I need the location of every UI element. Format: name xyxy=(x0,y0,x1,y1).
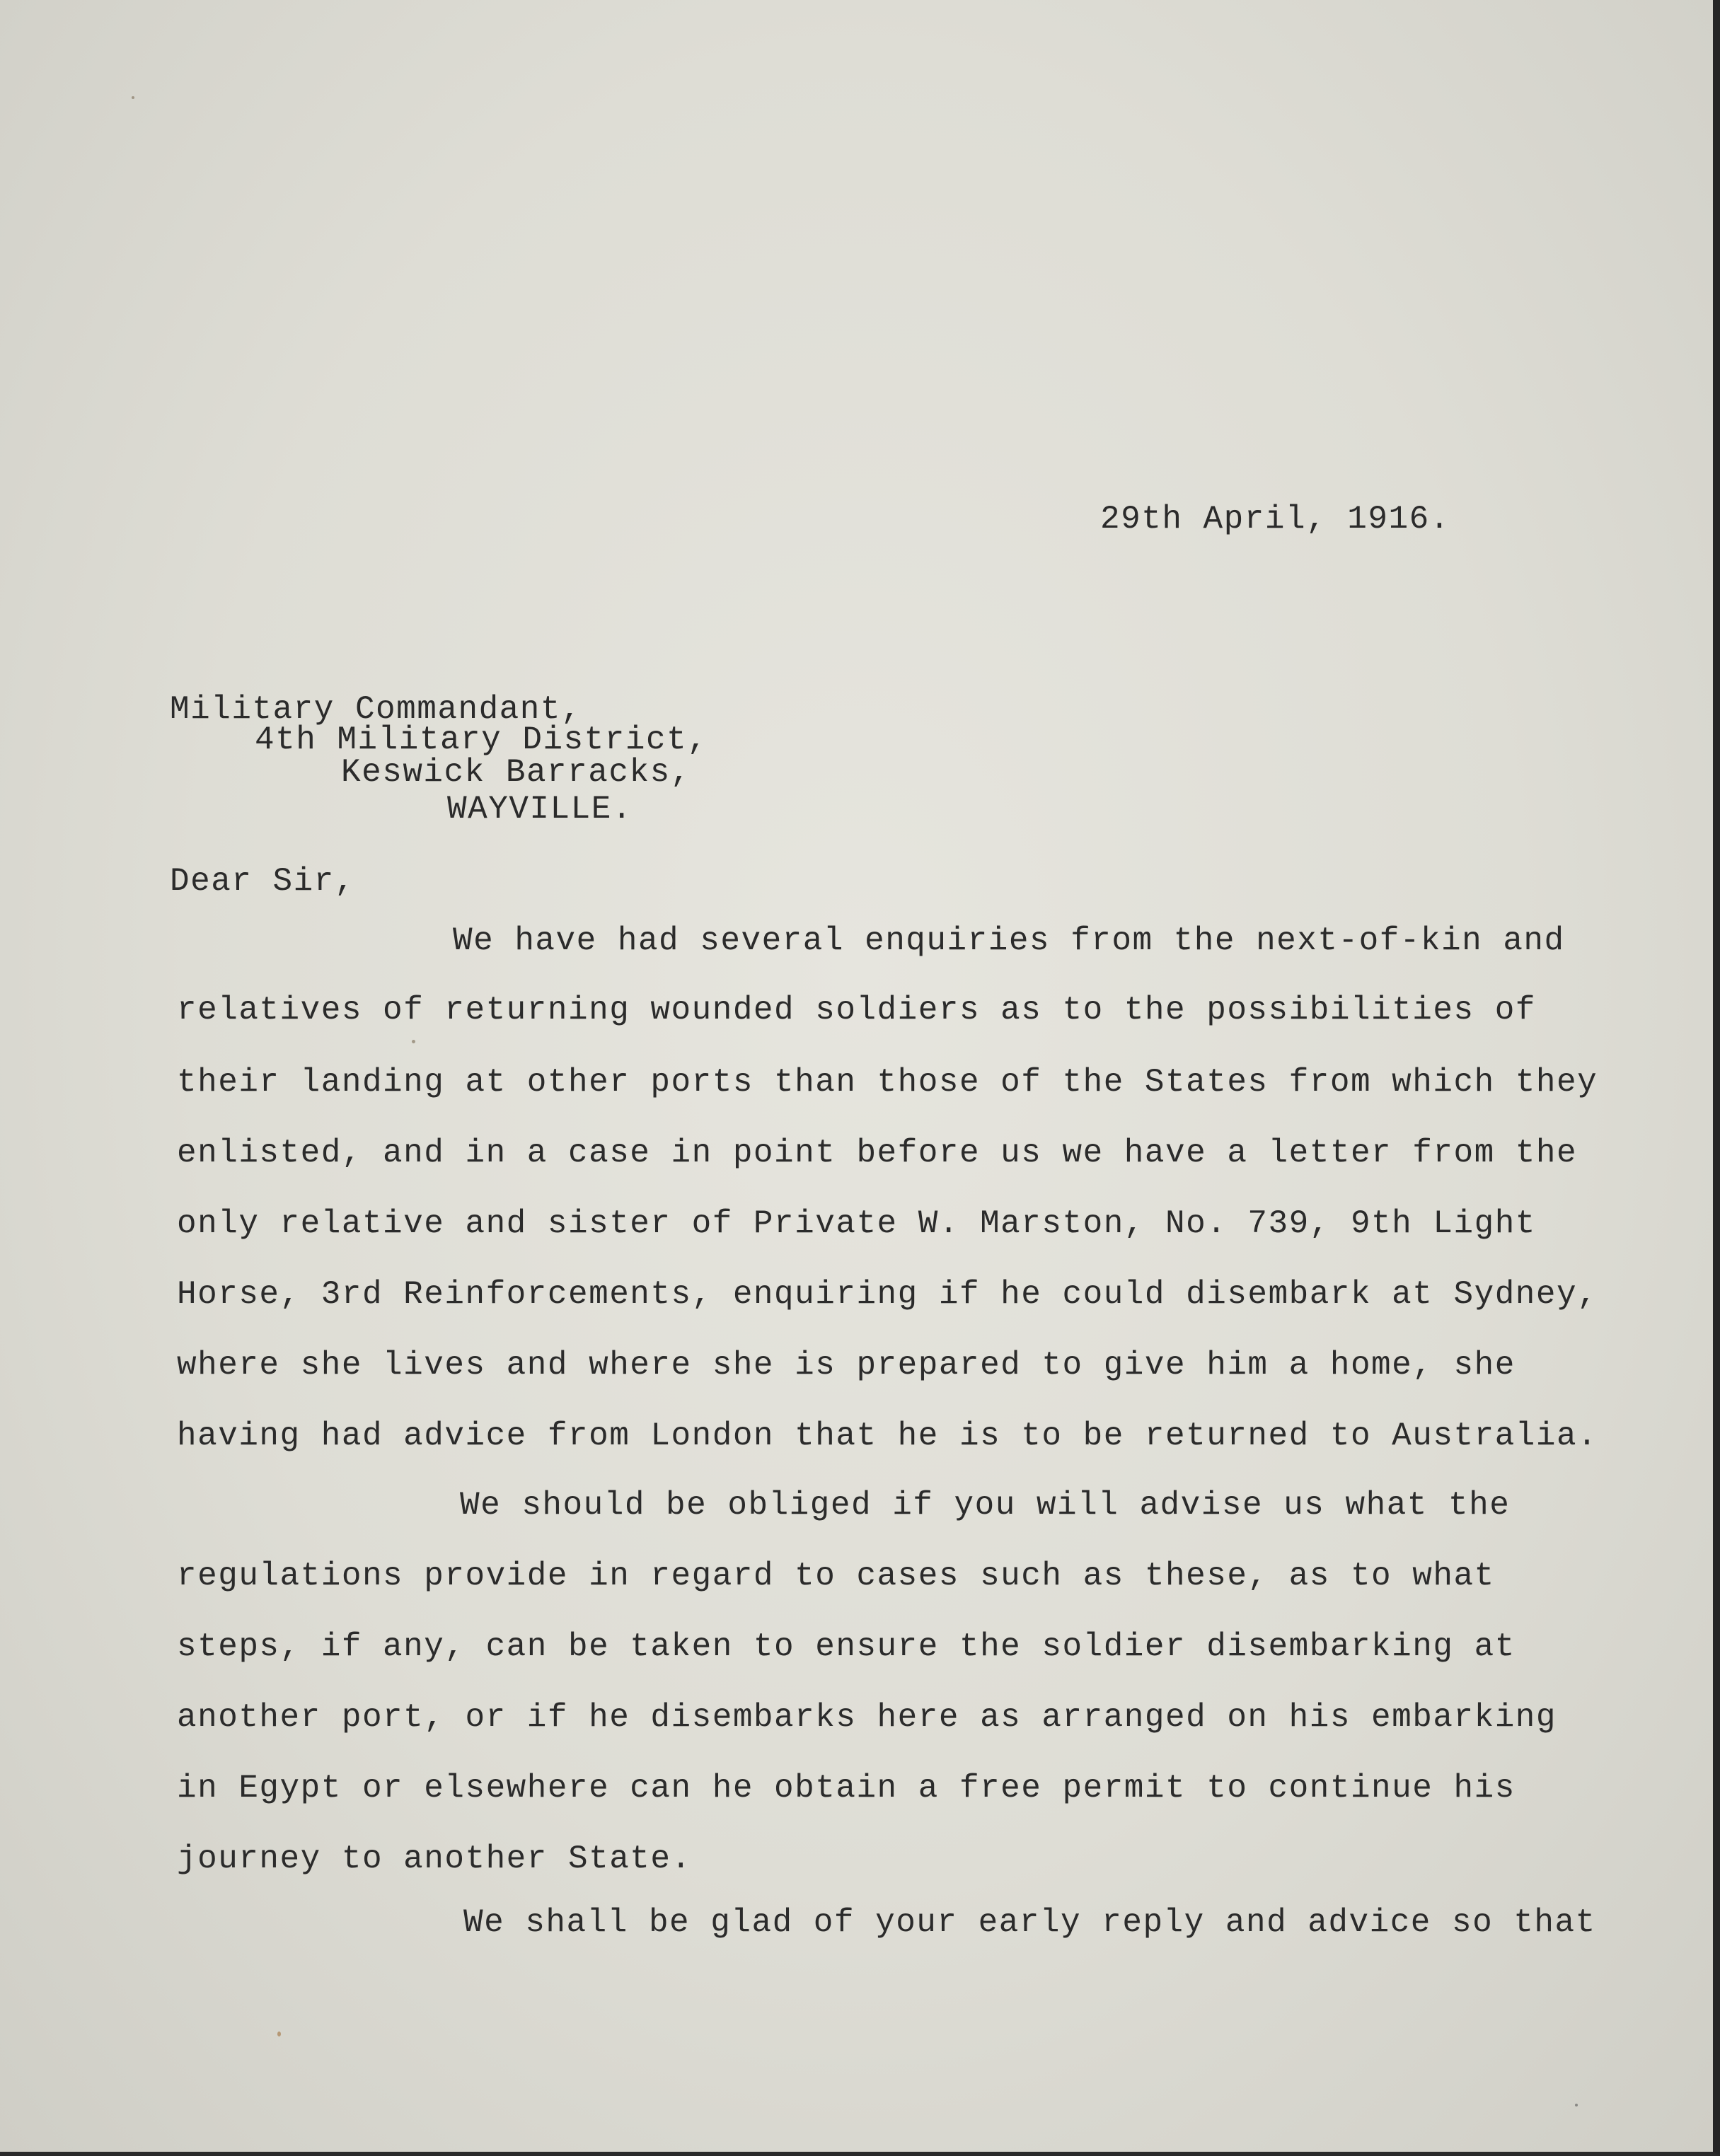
paragraph-2-line: journey to another State. xyxy=(177,1841,692,1877)
paper-speck xyxy=(277,2032,281,2036)
recipient-line-1: Military Commandant, xyxy=(170,691,582,728)
paper-speck xyxy=(1575,2104,1578,2106)
paragraph-2-line: another port, or if he disembarks here as arranged on his embarking xyxy=(177,1699,1557,1736)
paragraph-2-line: regulations provide in regard to cases such as these, as to what xyxy=(177,1558,1495,1594)
letter-date: 29th April, 1916. xyxy=(1100,501,1450,538)
paragraph-1-line: only relative and sister of Private W. Marston, No. 739, 9th Light xyxy=(177,1205,1536,1242)
paragraph-2-line: steps, if any, can be taken to ensure the soldier disembarking at xyxy=(177,1628,1516,1665)
paragraph-3-line: We shall be glad of your early reply and advice so that xyxy=(463,1904,1596,1941)
recipient-line-2: 4th Military District, xyxy=(255,721,708,758)
paragraph-1-line: where she lives and where she is prepared to give him a home, she xyxy=(177,1347,1516,1384)
recipient-line-4: WAYVILLE. xyxy=(447,791,633,828)
paragraph-1-line: enlisted, and in a case in point before us we have a letter from the xyxy=(177,1135,1578,1171)
paragraph-1-line: We have had several enquiries from the next-of-kin and xyxy=(453,922,1565,959)
paper-speck xyxy=(132,96,134,99)
salutation: Dear Sir, xyxy=(170,863,355,900)
paragraph-1-line: having had advice from London that he is to be returned to Australia. xyxy=(177,1418,1598,1454)
paragraph-1-line: their landing at other ports than those of the States from which they xyxy=(177,1064,1598,1101)
paper-speck xyxy=(412,1040,415,1043)
paragraph-2-line: in Egypt or elsewhere can he obtain a free permit to continue his xyxy=(177,1770,1516,1807)
paragraph-1-line: Horse, 3rd Reinforcements, enquiring if he could disembark at Sydney, xyxy=(177,1276,1598,1313)
paragraph-1-line: relatives of returning wounded soldiers as to the possibilities of xyxy=(177,992,1536,1028)
recipient-line-3: Keswick Barracks, xyxy=(341,754,691,791)
paragraph-2-line: We should be obliged if you will advise us what the xyxy=(460,1487,1511,1524)
